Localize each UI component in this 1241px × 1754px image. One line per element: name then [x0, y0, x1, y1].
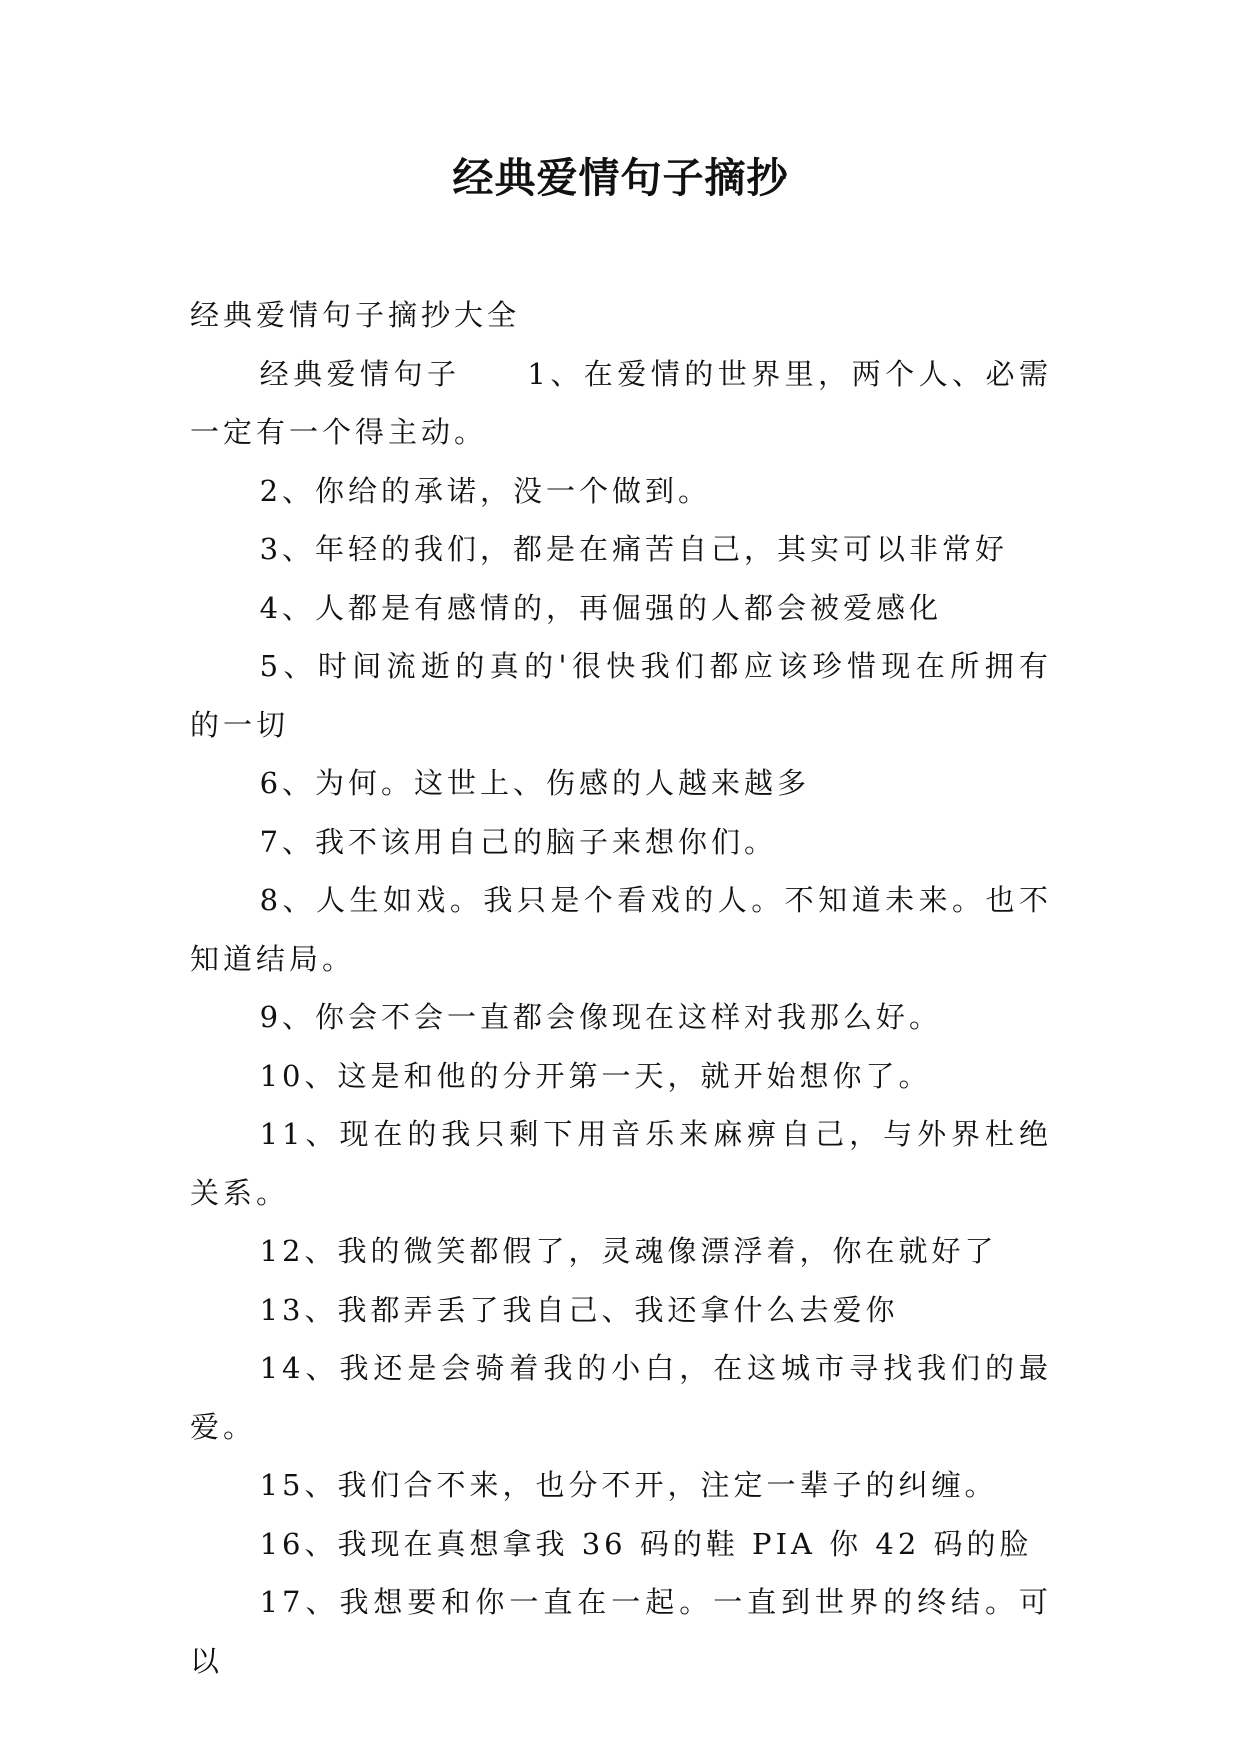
paragraph-12: 12、我的微笑都假了，灵魂像漂浮着，你在就好了 — [259, 1234, 998, 1268]
paragraph-2: 2、你给的承诺，没一个做到。 — [259, 473, 712, 508]
paragraph-11: 11、现在的我只剩下用音乐来麻痹自己，与外界杜绝关系。 — [190, 1117, 1052, 1210]
paragraph-5: 5、时间流逝的真的'很快我们都应该珍惜现在所拥有的一切 — [190, 649, 1052, 742]
document-body — [190, 286, 1052, 1690]
paragraph-15: 15、我们合不来，也分不开，注定一辈子的纠缠。 — [259, 1468, 998, 1502]
paragraph-7: 7、我不该用自己的脑子来想你们。 — [259, 824, 778, 859]
paragraph-9: 9、你会不会一直都会像现在这样对我那么好。 — [259, 1000, 943, 1034]
paragraph-1: 经典爱情句子 1、在爱情的世界里，两个人、必需一定有一个得主动。 — [190, 356, 1052, 449]
paragraph-16: 16、我现在真想拿我 36 码的鞋 PIA 你 42 码的脸 — [259, 1526, 1033, 1561]
paragraph-4: 4、人都是有感情的，再倔强的人都会被爱感化 — [259, 590, 943, 625]
paragraph-14: 14、我还是会骑着我的小白，在这城市寻找我们的最爱。 — [190, 1351, 1052, 1444]
document-title: 经典爱情句子摘抄 — [452, 154, 789, 202]
document-subtitle: 经典爱情句子摘抄大全 — [190, 298, 521, 332]
paragraph-6: 6、为何。这世上、伤感的人越来越多 — [259, 766, 811, 800]
paragraph-10: 10、这是和他的分开第一天，就开始想你了。 — [259, 1058, 932, 1093]
paragraph-17: 17、我想要和你一直在一起。一直到世界的终结。可以 — [190, 1585, 1052, 1678]
paragraph-13: 13、我都弄丢了我自己、我还拿什么去爱你 — [259, 1292, 899, 1327]
paragraph-3: 3、年轻的我们，都是在痛苦自己，其实可以非常好 — [259, 532, 1009, 566]
paragraph-8: 8、人生如戏。我只是个看戏的人。不知道未来。也不知道结局。 — [190, 883, 1052, 976]
